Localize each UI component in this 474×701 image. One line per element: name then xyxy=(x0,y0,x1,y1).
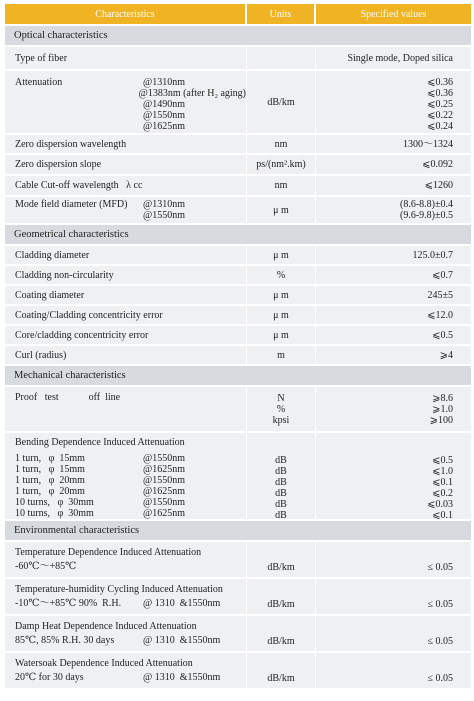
row-value: ⩽1260 xyxy=(424,180,453,191)
row-condition: @1550nm xyxy=(143,110,185,121)
table-row xyxy=(5,264,471,284)
row-turn: 1 turn, φ 15mm xyxy=(15,453,85,464)
row-value: ⩽0.22 xyxy=(427,110,453,121)
row-value: ⩾8.6 xyxy=(432,392,453,404)
row-condition: @1625nm xyxy=(143,486,185,497)
row-unit: dB/km xyxy=(267,599,295,610)
row-condition: @1310nm xyxy=(143,199,185,210)
header-characteristics: Characteristics xyxy=(5,4,247,24)
table-header xyxy=(5,4,471,24)
row-label: Zero dispersion slope xyxy=(15,159,102,170)
table-row xyxy=(5,244,471,264)
row-wavelength: @ 1310 &1550nm xyxy=(143,672,221,683)
table-row-fiber-type xyxy=(5,45,471,69)
row-label: Attenuation xyxy=(15,77,63,88)
row-unit: dB xyxy=(275,488,287,499)
row-condition: @1310nm xyxy=(143,77,185,88)
row-label: Temperature-humidity Cycling Induced Attenuation xyxy=(15,584,223,595)
row-value: ⩽0.36 xyxy=(427,77,453,88)
row-value: ≤ 0.05 xyxy=(427,599,453,610)
row-unit: nm xyxy=(274,180,288,191)
row-label: Temperature Dependence Induced Attenuation xyxy=(15,547,202,558)
row-value: ⩽0.2 xyxy=(432,488,453,499)
row-unit: m xyxy=(277,349,285,361)
row-condition: @1550nm xyxy=(143,210,185,221)
row-turn: 1 turn, φ 15mm xyxy=(15,464,85,475)
row-unit: μ m xyxy=(273,204,289,216)
row-condition: @1625nm xyxy=(143,121,185,132)
table-row-zero-dispersion-slope xyxy=(5,153,471,174)
spec-table xyxy=(5,4,471,688)
row-unit: μ m xyxy=(273,249,289,261)
row-unit: kpsi xyxy=(272,414,290,426)
row-condition: 85℃, 85% R.H. 30 days xyxy=(15,635,115,646)
row-condition: -60℃～+85℃ xyxy=(15,561,77,572)
row-condition: -10℃～+85℃ 90% R.H. xyxy=(15,598,122,609)
row-value: ⩾1.0 xyxy=(432,403,453,415)
row-value: 1300～1324 xyxy=(403,138,453,150)
row-value: ⩽0.36 xyxy=(427,88,453,99)
row-label: Zero dispersion wavelength xyxy=(15,138,127,150)
row-unit: nm xyxy=(274,138,288,150)
table-row-env xyxy=(5,540,471,577)
row-value: ⩽12.0 xyxy=(427,309,453,321)
row-label: Curl (radius) xyxy=(15,349,67,361)
row-unit: dB/km xyxy=(267,562,295,573)
row-label: Proof test off line xyxy=(15,392,121,403)
row-value: ⩽0.5 xyxy=(432,329,453,341)
row-unit: % xyxy=(276,269,286,281)
table-row-attenuation xyxy=(5,69,471,133)
row-unit: dB xyxy=(275,466,287,477)
row-unit: dB/km xyxy=(267,673,295,684)
row-unit: dB/km xyxy=(267,636,295,647)
row-turn: 10 turns, φ 30mm xyxy=(15,508,94,519)
row-unit: dB xyxy=(275,510,287,521)
table-row-mfd xyxy=(5,195,471,223)
row-condition: 20℃ for 30 days xyxy=(15,672,84,683)
table-row xyxy=(5,304,471,324)
row-condition: @1490nm xyxy=(143,99,185,110)
row-value: ⩽0.7 xyxy=(432,269,453,281)
section-environmental: Environmental characteristics xyxy=(5,519,471,540)
row-value: ⩽1.0 xyxy=(432,466,453,477)
table-row xyxy=(5,344,471,364)
table-row-cutoff-wavelength xyxy=(5,174,471,195)
header-units: Units xyxy=(247,4,316,24)
row-value: ⩽0.24 xyxy=(427,121,453,132)
row-unit: dB/km xyxy=(267,96,295,108)
row-value: (8.6-8.8)±0.4 xyxy=(400,199,453,210)
row-unit: dB xyxy=(275,455,287,466)
row-label: Mode field diameter (MFD) xyxy=(15,199,128,210)
table-row-proof-test xyxy=(5,385,471,431)
section-geometrical: Geometrical characteristics xyxy=(5,223,471,244)
row-condition: @1625nm xyxy=(143,508,185,519)
row-label: Cladding diameter xyxy=(15,249,90,261)
row-value: ⩽0.1 xyxy=(432,510,453,521)
row-value: 125.0±0.7 xyxy=(412,249,453,261)
row-condition: @1383nm (after H₂ aging) xyxy=(138,88,246,99)
row-condition: @1550nm xyxy=(143,497,185,508)
row-label: Damp Heat Dependence Induced Attenuation xyxy=(15,621,197,632)
row-value: ⩽0.03 xyxy=(427,499,453,510)
row-unit: N xyxy=(277,392,285,404)
header-specified-values: Specified values xyxy=(316,4,471,24)
row-label: Bending Dependence Induced Attenuation xyxy=(15,437,185,448)
table-row-zero-dispersion-wavelength xyxy=(5,133,471,153)
row-wavelength: @ 1310 &1550nm xyxy=(143,598,221,609)
row-label: Watersoak Dependence Induced Attenuation xyxy=(15,658,193,669)
row-label: Coating diameter xyxy=(15,289,85,301)
table-row-env xyxy=(5,577,471,614)
table-row-bending xyxy=(5,431,471,519)
row-value: (9.6-9.8)±0.5 xyxy=(400,210,453,221)
row-value: ⩽0.092 xyxy=(422,159,453,170)
row-wavelength: @ 1310 &1550nm xyxy=(143,635,221,646)
row-value: ⩽0.1 xyxy=(432,477,453,488)
row-label: Cladding non-circularity xyxy=(15,269,114,281)
section-optical: Optical characteristics xyxy=(5,24,471,45)
row-value: ≤ 0.05 xyxy=(427,673,453,684)
table-row xyxy=(5,284,471,304)
row-value: ⩽0.5 xyxy=(432,455,453,466)
row-unit: dB xyxy=(275,499,287,510)
table-row-env xyxy=(5,651,471,688)
row-condition: @1625nm xyxy=(143,464,185,475)
table-row-env xyxy=(5,614,471,651)
section-mechanical: Mechanical characteristics xyxy=(5,364,471,385)
row-unit: % xyxy=(276,403,286,415)
row-value: ⩾4 xyxy=(439,349,453,361)
row-unit: μ m xyxy=(273,309,289,321)
row-turn: 10 turns, φ 30mm xyxy=(15,497,94,508)
row-value: Single mode, Doped silica xyxy=(347,52,453,64)
row-unit: ps/(nm².km) xyxy=(256,159,306,170)
row-value: ⩽0.25 xyxy=(427,99,453,110)
row-value: ⩾100 xyxy=(429,414,453,426)
row-label: Type of fiber xyxy=(15,52,68,64)
row-condition: @1550nm xyxy=(143,453,185,464)
row-label: Core/cladding concentricity error xyxy=(15,329,149,341)
row-turn: 1 turn, φ 20mm xyxy=(15,486,85,497)
row-turn: 1 turn, φ 20mm xyxy=(15,475,85,486)
table-row xyxy=(5,324,471,344)
row-unit: dB xyxy=(275,477,287,488)
row-value: ≤ 0.05 xyxy=(427,562,453,573)
row-value: 245±5 xyxy=(427,289,453,301)
row-unit: μ m xyxy=(273,329,289,341)
row-value: ≤ 0.05 xyxy=(427,636,453,647)
row-label: Coating/Cladding concentricity error xyxy=(15,309,163,321)
row-label: Cable Cut-off wavelength λ cc xyxy=(15,180,143,191)
row-condition: @1550nm xyxy=(143,475,185,486)
row-unit: μ m xyxy=(273,289,289,301)
